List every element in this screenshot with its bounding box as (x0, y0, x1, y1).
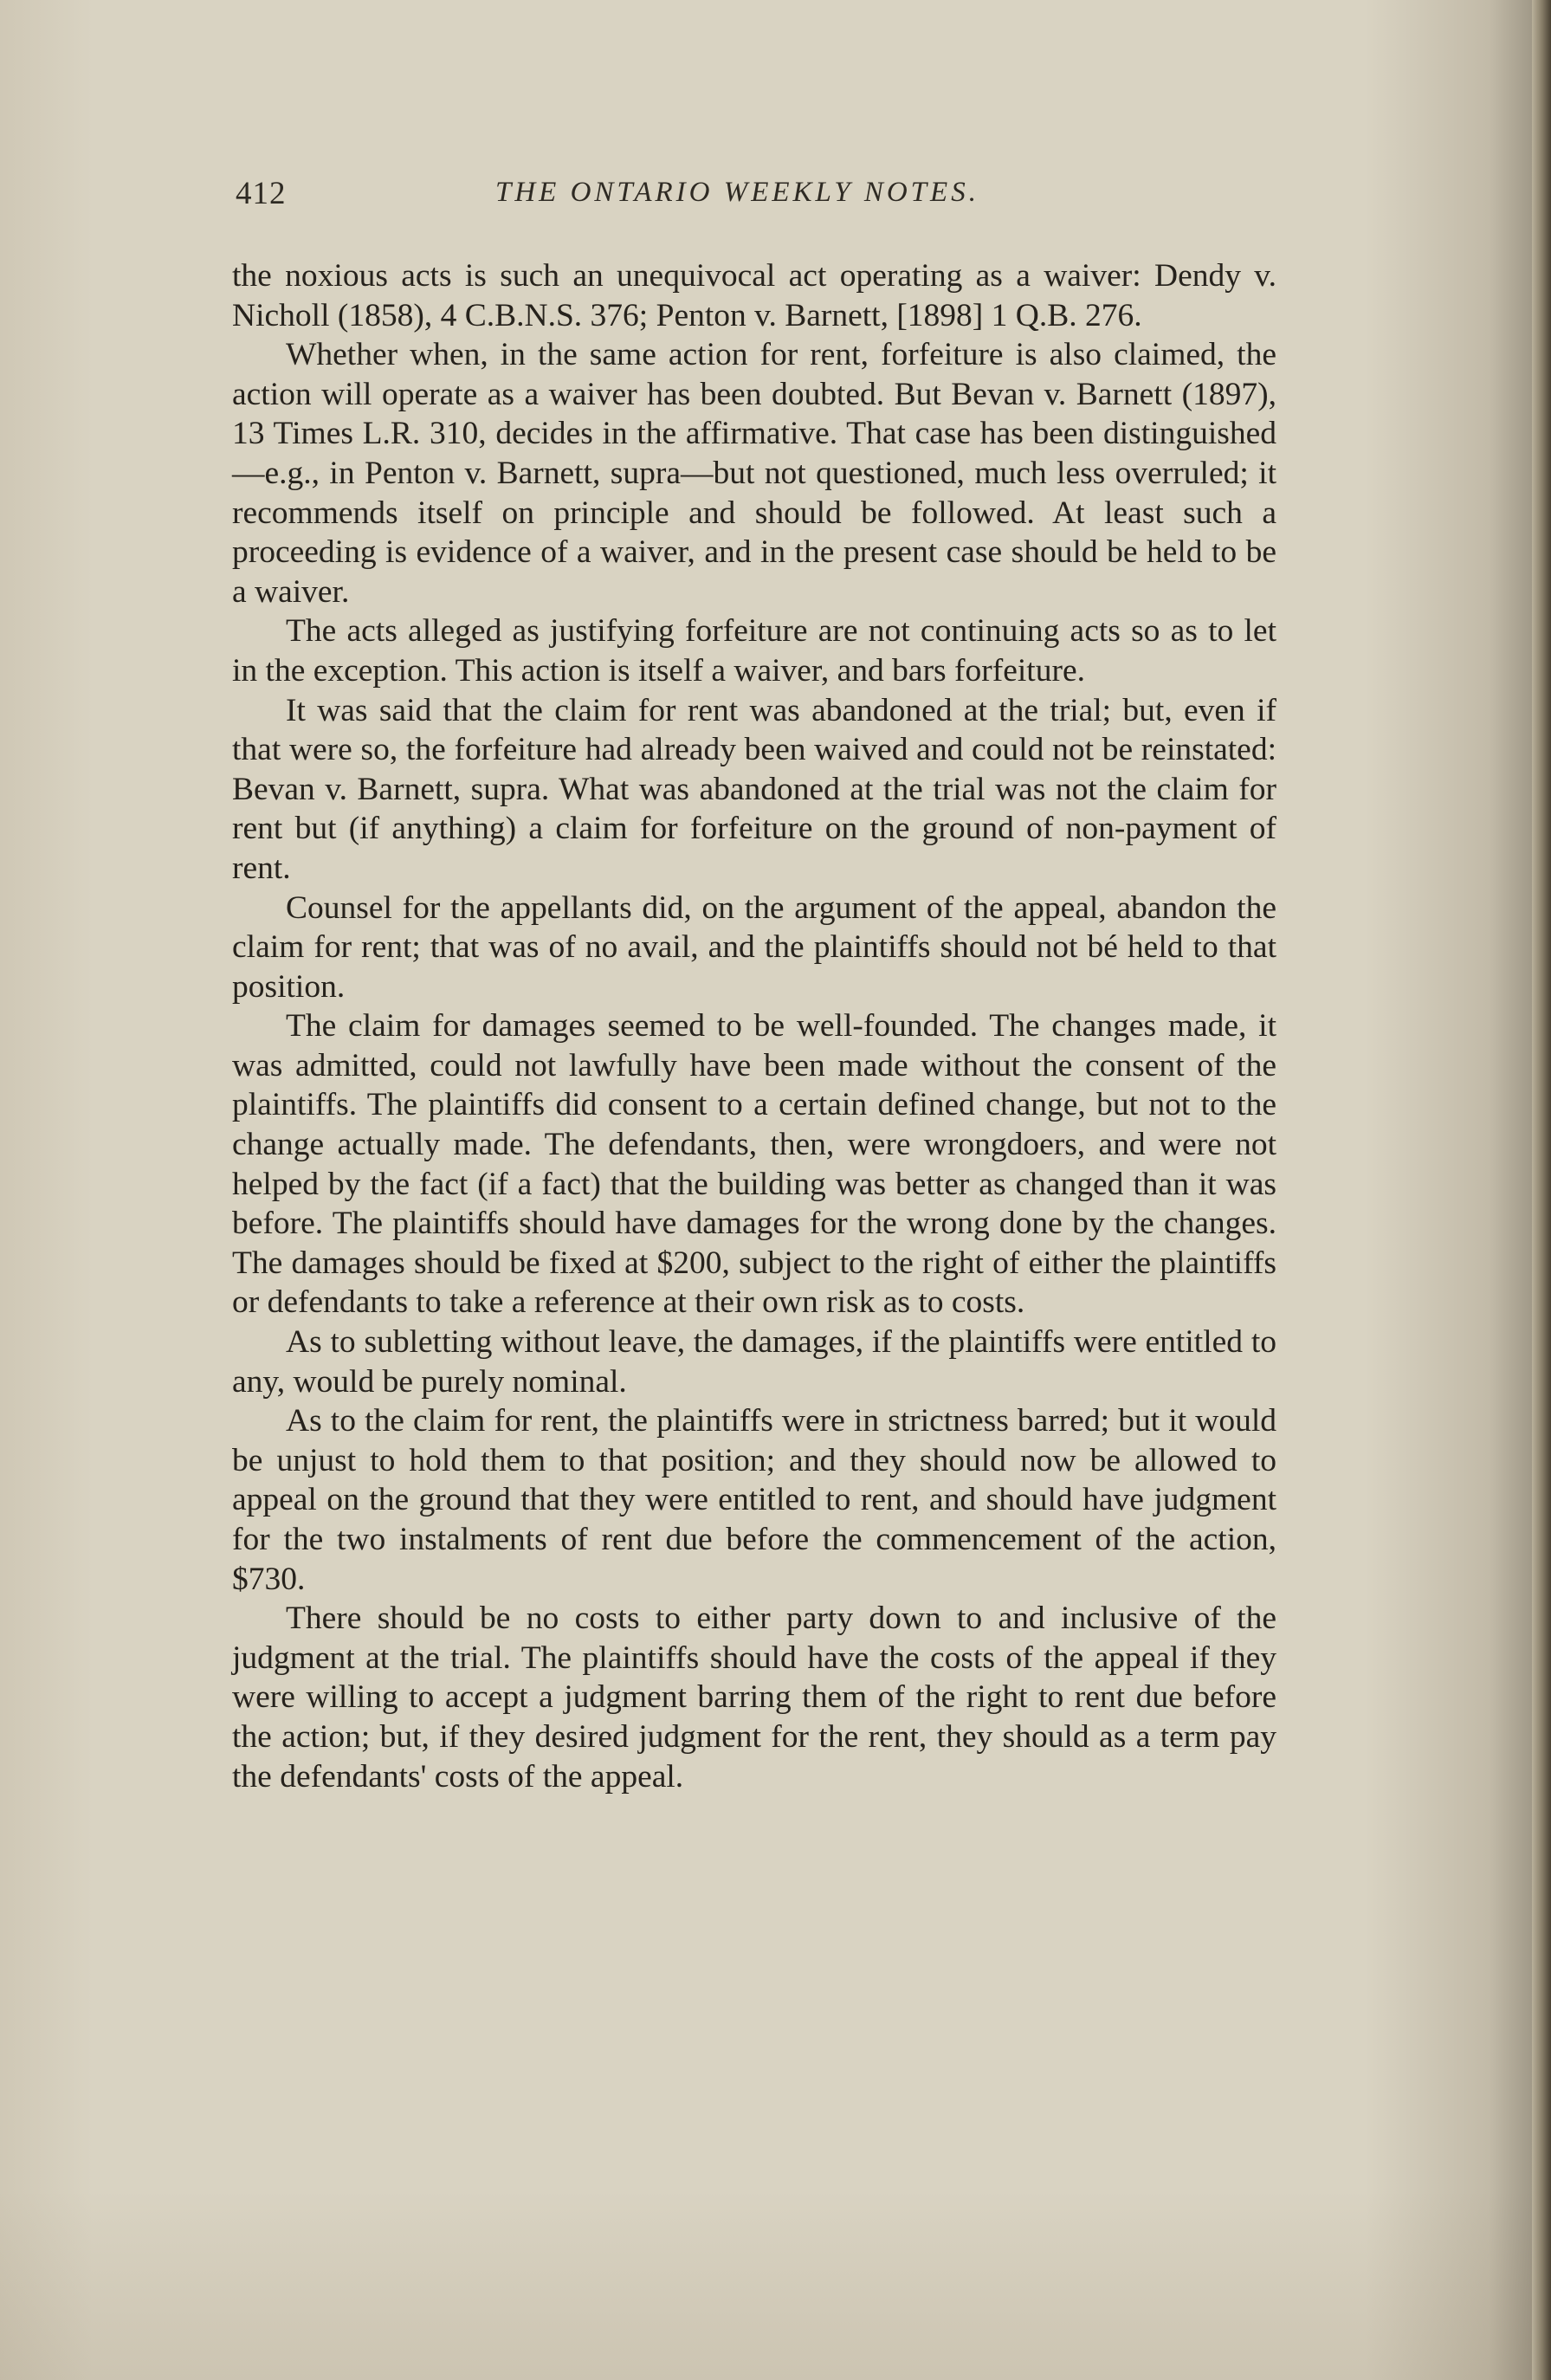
paragraph: As to subletting without leave, the damages, if the plaintiffs were entitled to any, would be purely nominal. (232, 1324, 1276, 1400)
paragraph: There should be no costs to either party down to and inclusive of the judgment at the trial. The plaintiffs should have the costs of the appeal if they were willing to accept a judgment barring them of the right to rent due before the action; but, if they desired judgment for the rent, they should as a term pay the defendants' costs of the appeal. (232, 1601, 1276, 1795)
paragraph: As to the claim for rent, the plaintiffs were in strictness barred; but it would be unjust to hold them to that position; and they should now be allowed to appeal on the ground that they were entitled to rent, and should have judgment for the two instalments of rent due before the commencement of the action, $730. (232, 1403, 1276, 1597)
paragraph: It was said that the claim for rent was abandoned at the trial; but, even if that were so, the forfeiture had already been waived and could not be reinstated: Bevan v. Barnett, supra. What was abandoned at the trial was not the claim for rent but (if anything) a claim for forfeiture on the ground of non-payment of rent. (232, 692, 1276, 886)
paragraph: Whether when, in the same action for rent, forfeiture is also claimed, the action will operate as a waiver has been doubted. But Bevan v. Barnett (1897), 13 Times L.R. 310, decides in the affirmative. That case has been distinguished—e.g., in Penton v. Barnett, supra—but not questioned, much less overruled; it recommends itself on principle and should be followed. At least such a proceeding is evidence of a waiver, and in the present case should be held to be a waiver. (232, 337, 1276, 610)
page-number: 412 (236, 176, 287, 211)
paragraph: Counsel for the appellants did, on the argument of the appeal, abandon the claim for rent; that was of no avail, and the plaintiffs should not bé held to that position. (232, 889, 1276, 1005)
paragraph: The claim for damages seemed to be well-founded. The changes made, it was admitted, could not lawfully have been made without the consent of the plaintiffs. The plaintiffs did consent to a certain defined change, but not to the change actually made. The defendants, then, were wrongdoers, and were not helped by the fact (if a fact) that the building was better as changed than it was before. The plaintiffs should have damages for the wrong done by the changes. The damages should be fixed at $200, subject to the right of either the plaintiffs or defendants to take a reference at their own risk as to costs. (232, 1008, 1276, 1321)
page-header (236, 175, 1292, 227)
paragraph: the noxious acts is such an unequivocal act operating as a waiver: Dendy v. Nicholl (1858), 4 C.B.N.S. 376; Penton v. Barnett, [1898] 1 Q.B. 276. (232, 258, 1276, 333)
paragraph: The acts alleged as justifying forfeiture are not continuing acts so as to let in the exception. This action is itself a waiver, and bars forfeiture. (232, 613, 1276, 689)
running-head: THE ONTARIO WEEKLY NOTES. (495, 177, 979, 208)
body-text (232, 256, 1276, 1796)
page-edge-shadow (1532, 0, 1551, 2380)
